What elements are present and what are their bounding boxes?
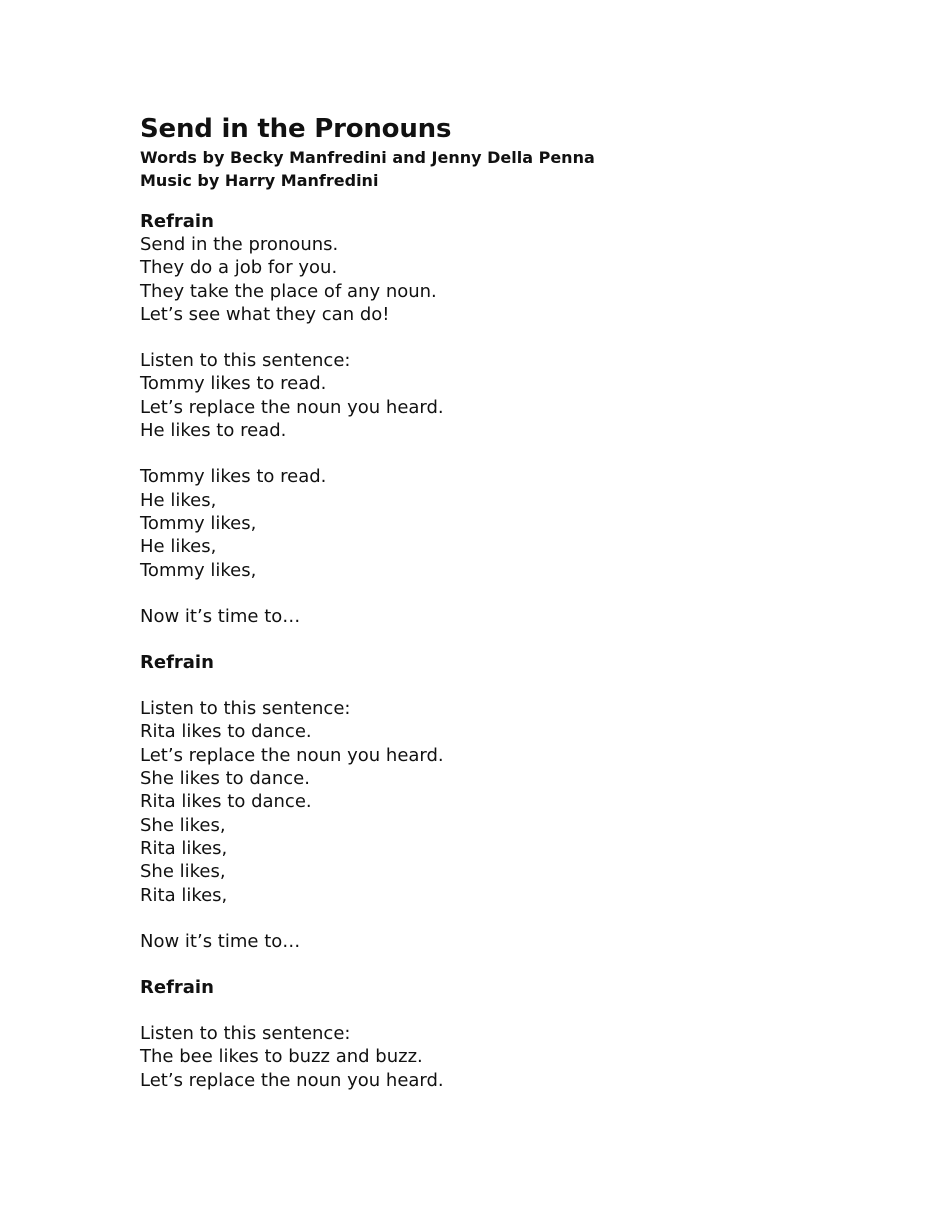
lyric-line: Rita likes to dance.	[140, 721, 312, 743]
verse-block	[140, 651, 900, 674]
lyric-line: Tommy likes,	[140, 559, 257, 581]
lyric-line: They take the place of any noun.	[140, 280, 437, 302]
song-title: Send in the Pronouns	[140, 114, 452, 144]
lyric-line: Tommy likes to read.	[140, 373, 327, 395]
lyric-line: Rita likes to dance.	[140, 791, 312, 813]
lyric-line: Now it’s time to…	[140, 930, 301, 952]
lyric-line: He likes,	[140, 489, 217, 511]
lyric-line: Let’s replace the noun you heard.	[140, 1069, 444, 1091]
lyric-line: Now it’s time to…	[140, 605, 301, 627]
verse-block	[140, 1022, 900, 1092]
lyric-line: Let’s replace the noun you heard.	[140, 744, 444, 766]
lyric-line: She likes,	[140, 861, 226, 883]
verse-block	[140, 697, 900, 907]
verse-block	[140, 465, 900, 581]
lyric-line: Rita likes,	[140, 884, 228, 906]
lyric-line: He likes to read.	[140, 420, 287, 442]
song-sheet	[140, 112, 900, 1092]
music-credit: Music by Harry Manfredini	[140, 171, 379, 190]
lyric-line: Let’s replace the noun you heard.	[140, 396, 444, 418]
verse-block	[140, 210, 900, 326]
verse-block	[140, 930, 900, 953]
verse-block	[140, 976, 900, 999]
lyric-line: She likes,	[140, 814, 226, 836]
refrain-heading: Refrain	[140, 211, 214, 232]
lyric-line: Listen to this sentence:	[140, 698, 351, 720]
refrain-heading: Refrain	[140, 977, 214, 999]
lyrics-credit: Words by Becky Manfredini and Jenny Della Penna	[140, 148, 595, 167]
lyric-line: Listen to this sentence:	[140, 1023, 351, 1045]
lyric-line: Tommy likes,	[140, 512, 257, 534]
lyric-line: He likes,	[140, 536, 217, 558]
refrain-heading: Refrain	[140, 652, 214, 674]
lyric-line: Tommy likes to read.	[140, 466, 327, 488]
lyric-line: Listen to this sentence:	[140, 350, 351, 372]
lyrics-body	[140, 210, 900, 1092]
verse-block	[140, 349, 900, 442]
verse-block	[140, 605, 900, 628]
lyric-line: She likes to dance.	[140, 768, 310, 790]
lyric-line: Rita likes,	[140, 837, 228, 859]
lyric-line: Let’s see what they can do!	[140, 303, 390, 325]
lyric-line: They do a job for you.	[140, 257, 338, 279]
lyric-line: The bee likes to buzz and buzz.	[140, 1046, 423, 1068]
lyric-line: Send in the pronouns.	[140, 234, 339, 255]
